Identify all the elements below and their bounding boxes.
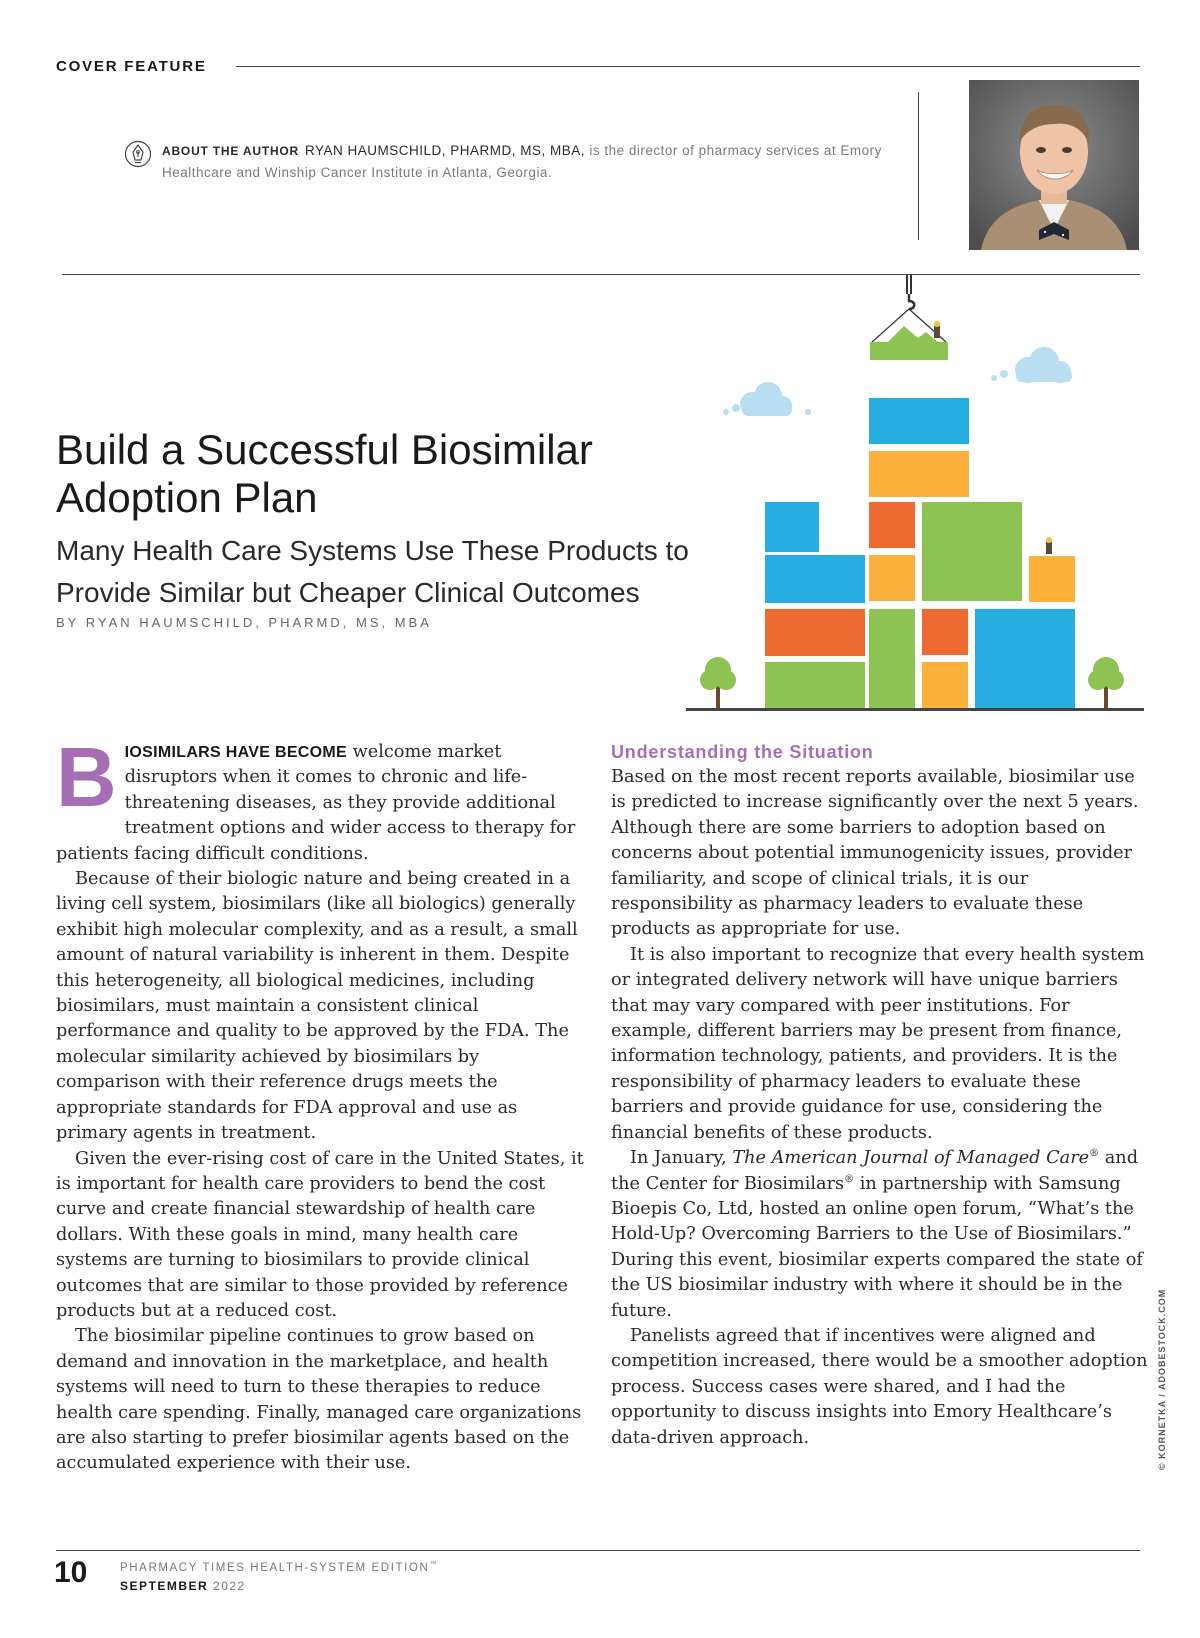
footer-divider [56,1550,1140,1551]
section-label: COVER FEATURE [56,58,207,75]
author-name: RYAN HAUMSCHILD, PHARMD, MS, MBA, [305,143,586,158]
article-column-right [611,740,1151,1451]
pen-nib-icon [124,140,152,168]
author-photo [969,80,1139,250]
image-credit [1157,1288,1171,1478]
drop-cap: B [56,730,117,824]
paragraph: Panelists agreed that if incentives were aligned and competition increased, there would be a smoother adoption process. Success cases were shared, and I had the opportunity to discuss insights into Emory Healthcare’s data-driven approach. [611,1325,1148,1448]
author-divider [918,92,919,240]
section-heading: Understanding the Situation [611,742,874,762]
paragraph: Based on the most recent reports available, biosimilar use is predicted to increase significantly over the next 5 years. Although there are some barriers to adoption based on concerns about potential immunogenicity issues, provider familiarity, and scope of clinical trials, it is our responsibility as pharmacy leaders to evaluate these products as appropriate for use. [611,767,1139,940]
paragraph [611,1146,1151,1324]
paragraph-text: In January, [630,1148,733,1169]
author-bio [162,140,892,183]
registered-mark: ® [844,1173,855,1185]
paragraph-text: welcome market disruptors when it comes to chronic and life-threatening diseases, as they provide additional treatment options and wider access to therapy for patients facing difficult conditions. [56,742,576,864]
paragraph: It is also important to recognize that every health system or integrated delivery network will have unique barriers that may vary compared with peer institutions. For example, different barriers may be present from finance, information technology, patients, and providers. It is the responsibility of pharmacy leaders to evaluate these barriers and provide guidance for use, considering the financial benefits of these products. [611,944,1145,1143]
issue-year: 2022 [213,1579,246,1593]
publication-title: PHARMACY TIMES HEALTH-SYSTEM EDITION [120,1562,430,1574]
issue-date [120,1579,246,1593]
page-number: 10 [54,1556,88,1589]
image-credit-text: © KORNETKA / ADOBESTOCK.COM [1157,1288,1167,1470]
paragraph [56,730,588,867]
lead-in: IOSIMILARS HAVE BECOME [124,744,347,761]
trademark: ™ [429,1561,438,1569]
top-divider [236,66,1140,67]
paragraph: Because of their biologic nature and being created in a living cell system, biosimilars (like all biologics) generally exhibit high molecular complexity, and as a result, a small amount of natural variability is inherent in them. Despite this heterogeneity, all biological medicines, including biosimilars, must maintain a consistent clinical performance and quality to be approved by the FDA. The molecular similarity achieved by biosimilars by comparison with their reference drugs meets the appropriate standards for FDA approval and use as primary agents in treatment. [56,869,578,1144]
article-headline: Build a Successful Biosimilar Adoption Plan [56,426,593,521]
paragraph-text: in partnership with Samsung Bioepis Co, Ltd, hosted an online open forum, “What’s the Hold-Up? Overcoming Barriers to the Use of Biosimilars.” During this event, biosimilar experts compared the state of the US biosimilar industry with where it should be in the future. [611,1173,1143,1321]
article-subhead: Many Health Care Systems Use These Products to Provide Similar but Cheaper Clinical Outcomes [56,535,689,608]
journal-title: The American Journal of Managed Care [732,1148,1090,1169]
paragraph-text: and the Center for Biosimilars [611,1148,1139,1194]
byline: BY RYAN HAUMSCHILD, PHARMD, MS, MBA [56,615,432,630]
article-column-left [56,730,588,1477]
author-description: is the director of pharmacy services at Emory Healthcare and Winship Cancer Institute in Atlanta, Georgia. [162,143,882,180]
registered-mark: ® [1089,1148,1100,1160]
paragraph: Given the ever-rising cost of care in the United States, it is important for health care providers to bend the cost curve and create financial stewardship of health care dollars. With these goals in mind, many health care systems are turning to biosimilars to provide clinical outcomes that are similar to those provided by reference products but at a reduced cost. [56,1148,584,1321]
paragraph: The biosimilar pipeline continues to grow based on demand and innovation in the marketplace, and health systems will need to turn to these therapies to reduce health care spending. Finally, managed care organizations are also starting to prefer biosimilar agents based on the accumulated experience with their use. [56,1326,582,1474]
biosimilar-blocks-illustration [676,274,1146,716]
publication-name [120,1562,438,1574]
issue-month: SEPTEMBER [120,1579,209,1593]
author-label: ABOUT THE AUTHOR [162,144,300,158]
